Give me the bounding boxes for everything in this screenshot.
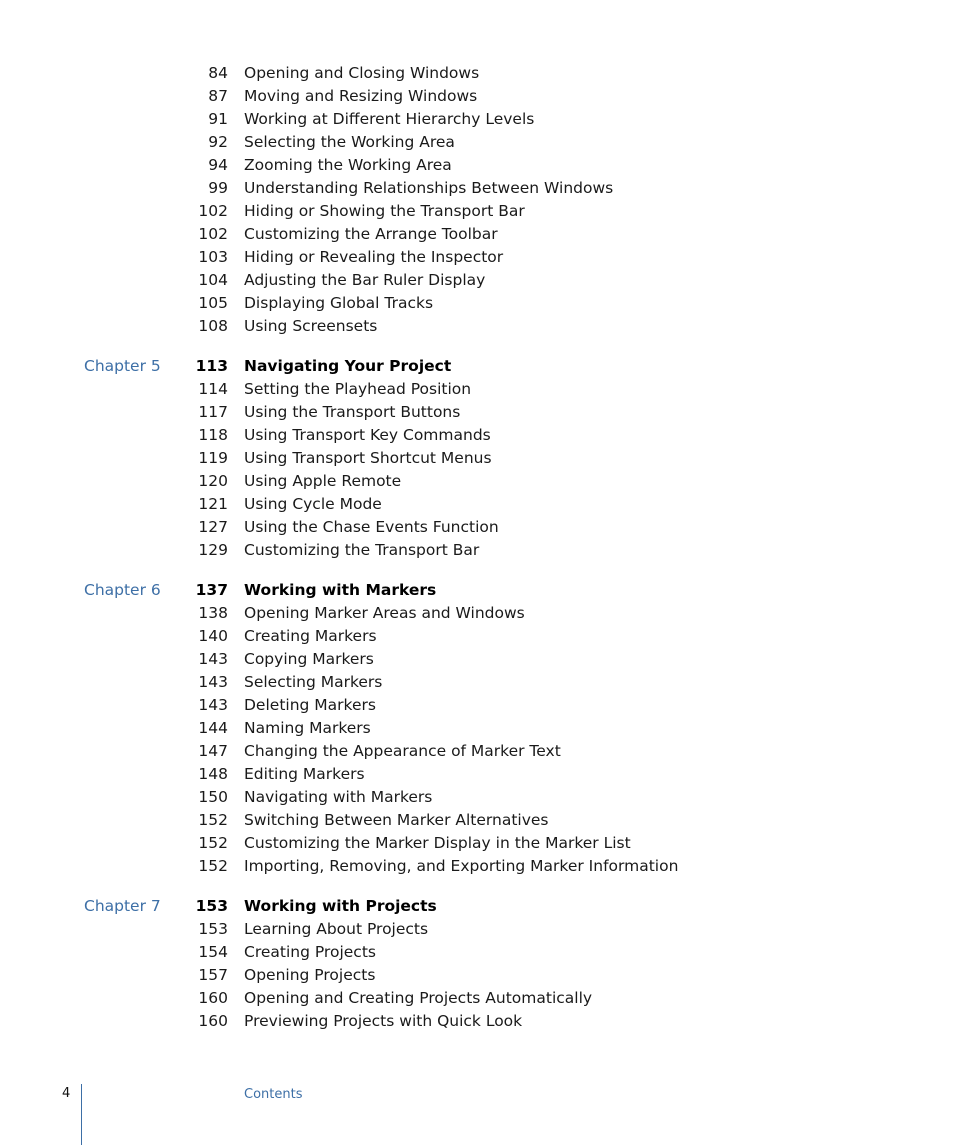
toc-page-number: 103 [198,248,228,266]
toc-page-number: 102 [198,202,228,220]
toc-entry-title: Navigating with Markers [244,788,433,806]
toc-entry[interactable] [0,315,954,338]
toc-entry-title: Understanding Relationships Between Windows [244,179,614,197]
toc-entry-title: Opening Marker Areas and Windows [244,604,525,622]
toc-entry-title: Displaying Global Tracks [244,294,434,312]
toc-page-number: 143 [198,696,228,714]
toc-entry-title: Creating Markers [244,627,377,645]
toc-entry[interactable] [0,424,954,447]
toc-page-number: 153 [198,920,228,938]
toc-entry[interactable] [0,918,954,941]
toc-entry-title: Using Transport Shortcut Menus [244,449,492,467]
footer-divider [81,1084,82,1145]
footer-section-label: Contents [244,1087,303,1102]
toc-entry[interactable] [0,763,954,786]
chapter-label: Chapter 5 [84,357,161,375]
toc-page-number: 154 [198,943,228,961]
toc-entry-title: Previewing Projects with Quick Look [244,1012,523,1030]
toc-group [0,579,954,878]
toc-page-number: 108 [198,317,228,335]
toc-entry-title: Using the Transport Buttons [244,403,461,421]
toc-entry[interactable] [0,378,954,401]
toc-entry[interactable] [0,964,954,987]
toc-page-number: 91 [208,110,228,128]
toc-entry[interactable] [0,246,954,269]
chapter-heading-row[interactable] [0,895,954,918]
toc-page-number: 153 [195,897,228,915]
toc-page-number: 143 [198,673,228,691]
toc-page-number: 143 [198,650,228,668]
toc-page-number: 138 [198,604,228,622]
footer-page-number: 4 [62,1086,71,1101]
toc-entry[interactable] [0,855,954,878]
toc-entry-title: Importing, Removing, and Exporting Marker Information [244,857,679,875]
toc-entry[interactable] [0,493,954,516]
toc-entry[interactable] [0,625,954,648]
toc-group [0,62,954,338]
toc-group [0,355,954,562]
toc-entry[interactable] [0,809,954,832]
toc-entry[interactable] [0,154,954,177]
toc-entry[interactable] [0,539,954,562]
toc-page-number: 120 [198,472,228,490]
toc-entry-title: Zooming the Working Area [244,156,452,174]
toc-entry-title: Using Cycle Mode [244,495,382,513]
toc-page-number: 104 [198,271,228,289]
toc-entry-title: Opening and Closing Windows [244,64,480,82]
toc-page-number: 144 [198,719,228,737]
toc-entry[interactable] [0,832,954,855]
toc-entry[interactable] [0,987,954,1010]
chapter-label: Chapter 7 [84,897,161,915]
toc-page-number: 152 [198,834,228,852]
toc-page-number: 105 [198,294,228,312]
toc-page-number: 94 [208,156,228,174]
toc-page-number: 99 [208,179,228,197]
toc-page-number: 129 [198,541,228,559]
toc-entry-title: Using Apple Remote [244,472,402,490]
toc-entry-title: Opening Projects [244,966,376,984]
toc-entry-title: Hiding or Showing the Transport Bar [244,202,525,220]
toc-entry-title: Deleting Markers [244,696,376,714]
toc-entry-title: Creating Projects [244,943,376,961]
toc-entry[interactable] [0,223,954,246]
toc-entry-title: Setting the Playhead Position [244,380,472,398]
toc-entry-title: Learning About Projects [244,920,429,938]
toc-page-number: 160 [198,1012,228,1030]
toc-entry[interactable] [0,177,954,200]
toc-page-number: 102 [198,225,228,243]
toc-entry[interactable] [0,85,954,108]
table-of-contents [0,62,954,1050]
toc-entry[interactable] [0,740,954,763]
toc-entry-title: Editing Markers [244,765,365,783]
toc-entry-title: Selecting Markers [244,673,383,691]
toc-page-number: 114 [198,380,228,398]
toc-entry-title: Changing the Appearance of Marker Text [244,742,561,760]
toc-entry-title: Hiding or Revealing the Inspector [244,248,504,266]
toc-entry[interactable] [0,131,954,154]
chapter-heading-row[interactable] [0,355,954,378]
toc-entry[interactable] [0,602,954,625]
toc-page-number: 152 [198,811,228,829]
toc-page-number: 87 [208,87,228,105]
toc-entry-title: Using Transport Key Commands [244,426,491,444]
toc-entry-title: Working with Projects [244,897,437,915]
toc-page-number: 152 [198,857,228,875]
toc-entry[interactable] [0,941,954,964]
chapter-heading-row[interactable] [0,579,954,602]
toc-entry-title: Copying Markers [244,650,374,668]
toc-page-number: 113 [195,357,228,375]
toc-page-number: 160 [198,989,228,1007]
toc-entry[interactable] [0,200,954,223]
toc-entry[interactable] [0,671,954,694]
toc-entry-title: Working at Different Hierarchy Levels [244,110,535,128]
toc-page-number: 92 [208,133,228,151]
toc-entry[interactable] [0,447,954,470]
toc-group [0,895,954,1033]
toc-page-number: 147 [198,742,228,760]
toc-page-number: 119 [198,449,228,467]
toc-entry[interactable] [0,470,954,493]
toc-page-number: 157 [198,966,228,984]
toc-entry-title: Opening and Creating Projects Automatically [244,989,593,1007]
toc-entry-title: Selecting the Working Area [244,133,455,151]
toc-entry-title: Customizing the Transport Bar [244,541,480,559]
toc-page-number: 137 [195,581,228,599]
toc-entry[interactable] [0,648,954,671]
toc-entry[interactable] [0,108,954,131]
toc-entry-title: Using Screensets [244,317,378,335]
toc-entry[interactable] [0,292,954,315]
toc-page-number: 127 [198,518,228,536]
toc-entry[interactable] [0,1010,954,1033]
toc-entry-title: Naming Markers [244,719,371,737]
toc-entry-title: Adjusting the Bar Ruler Display [244,271,486,289]
toc-entry[interactable] [0,717,954,740]
toc-entry[interactable] [0,269,954,292]
toc-entry[interactable] [0,694,954,717]
toc-entry-title: Navigating Your Project [244,357,452,375]
toc-page-number: 121 [198,495,228,513]
toc-page-number: 140 [198,627,228,645]
toc-entry-title: Using the Chase Events Function [244,518,499,536]
toc-entry-title: Customizing the Arrange Toolbar [244,225,498,243]
toc-entry-title: Working with Markers [244,581,437,599]
toc-entry-title: Switching Between Marker Alternatives [244,811,549,829]
toc-page-number: 117 [198,403,228,421]
toc-page-number: 150 [198,788,228,806]
toc-page-number: 148 [198,765,228,783]
toc-entry[interactable] [0,516,954,539]
toc-page-number: 84 [208,64,228,82]
toc-entry[interactable] [0,786,954,809]
toc-entry[interactable] [0,401,954,424]
toc-entry[interactable] [0,62,954,85]
toc-entry-title: Moving and Resizing Windows [244,87,478,105]
toc-entry-title: Customizing the Marker Display in the Marker List [244,834,631,852]
toc-page-number: 118 [198,426,228,444]
chapter-label: Chapter 6 [84,581,161,599]
